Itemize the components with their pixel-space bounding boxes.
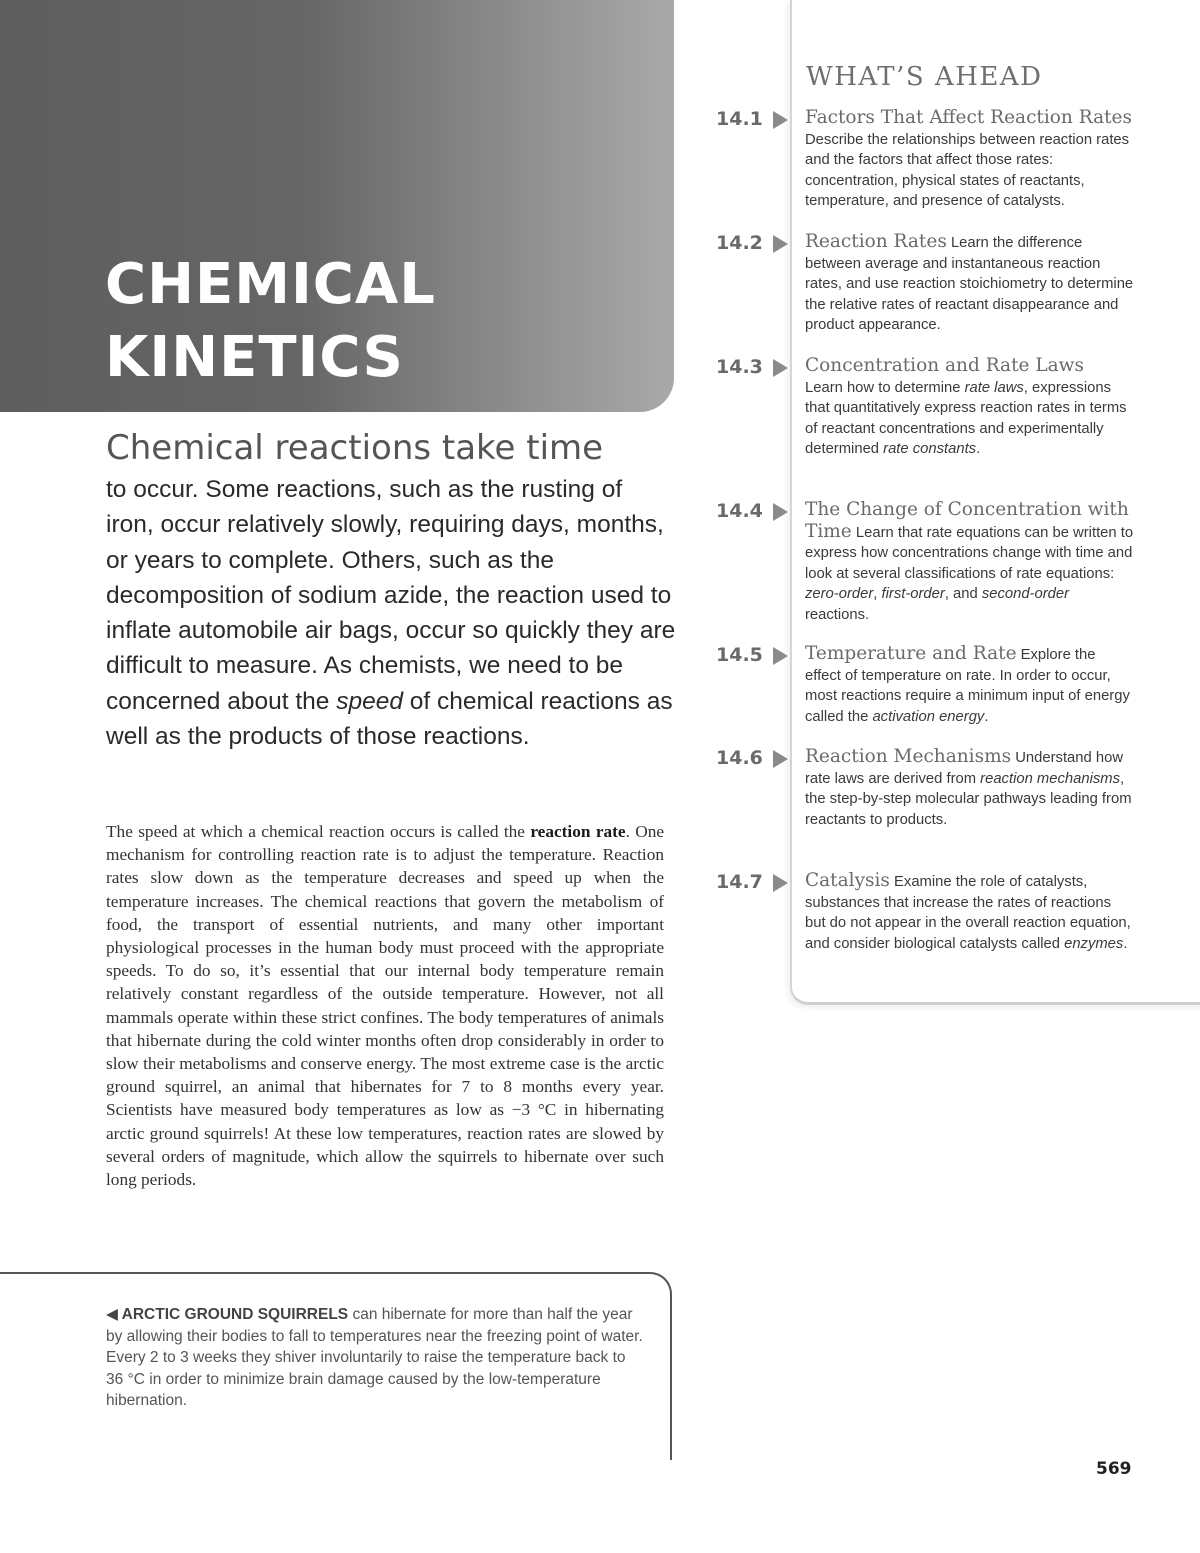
section-description bbox=[805, 871, 1135, 954]
chapter-banner bbox=[0, 0, 674, 412]
caption-text: can hibernate for more than half the year by allowing their bodies to fall to temperatures near the freezing point of water. Every 2 to 3 weeks they shiver involuntarily to raise the temperature back to 36 °C in order to minimize brain damage caused by the low-temperature hibernation. bbox=[106, 1306, 643, 1410]
section-number: 14.4 bbox=[716, 500, 763, 522]
page-number: 569 bbox=[1096, 1459, 1132, 1479]
section-text: , expressions that quantitatively express reaction rates in terms of reactant concentrations and experimentally determined bbox=[805, 379, 1127, 458]
section-text: Understand how rate laws are derived from bbox=[805, 750, 1124, 787]
section-text: , and bbox=[944, 586, 982, 603]
section-term: enzymes bbox=[1064, 935, 1124, 952]
section-term: activation energy bbox=[872, 708, 985, 725]
section-number: 14.7 bbox=[716, 871, 763, 893]
intro-lead-text: to occur. Some reactions, such as the rusting of iron, occur relatively slowly, requiring days, months, or years to complete. Others, such as the decomposition of sodium azide, the reaction used to inflate automobile air bags, occur so quickly they are difficult to measure. As chemists, we need to be concerned about the bbox=[106, 476, 676, 715]
triangle-right-icon bbox=[773, 359, 788, 377]
section-text: Learn how to determine bbox=[805, 379, 965, 396]
section-number: 14.1 bbox=[716, 108, 763, 130]
section-term: rate constants bbox=[883, 441, 977, 458]
section-term: reaction mechanisms bbox=[980, 770, 1120, 787]
chapter-title bbox=[105, 248, 436, 394]
section-title: Concentration and Rate Laws bbox=[805, 355, 1084, 376]
triangle-right-icon bbox=[773, 111, 788, 129]
section-description bbox=[805, 747, 1135, 830]
chapter-title-line2: KINETICS bbox=[105, 325, 404, 390]
section-description bbox=[805, 232, 1135, 336]
section-text: reactions. bbox=[805, 606, 870, 623]
body-text-start: The speed at which a chemical reaction occurs is called the bbox=[106, 822, 531, 841]
section-text: Learn that rate equations can be written to express how concentrations change with time and look at several classifications of rate equations: bbox=[805, 524, 1134, 582]
chapter-title-line1: CHEMICAL bbox=[105, 252, 436, 317]
section-term: second-order bbox=[981, 586, 1070, 603]
intro-lead-end: of chemical reactions as well as the products of those reactions. bbox=[106, 687, 673, 751]
section-number: 14.5 bbox=[716, 644, 763, 666]
section-text: , bbox=[873, 586, 882, 603]
photo-caption bbox=[106, 1304, 646, 1412]
section-description bbox=[805, 356, 1135, 460]
section-number: 14.6 bbox=[716, 747, 763, 769]
section-text: Explore the effect of temperature on rate. In order to occur, most reactions require a minimum input of energy called the bbox=[805, 647, 1130, 725]
body-paragraph bbox=[106, 820, 664, 1191]
section-text: , the step-by-step molecular pathways leading from reactants to products. bbox=[805, 770, 1132, 828]
section-title: Factors That Affect Reaction Rates bbox=[805, 107, 1132, 128]
body-term-reaction-rate: reaction rate bbox=[530, 822, 626, 841]
section-text: . bbox=[976, 441, 981, 458]
intro-lead-heading: Chemical reactions take time bbox=[106, 428, 604, 468]
section-title: Reaction Rates bbox=[805, 231, 947, 252]
section-description bbox=[805, 500, 1135, 626]
section-title: Temperature and Rate bbox=[805, 643, 1017, 664]
section-term: zero-order bbox=[805, 586, 874, 603]
section-title: The Change of Concentration with Time bbox=[805, 499, 1129, 542]
triangle-right-icon bbox=[773, 750, 788, 768]
section-text: Describe the relationships between reaction rates and the factors that affect those rates: concentration, physical states of reactants, temperature, and presence of catalysts. bbox=[805, 131, 1130, 210]
section-term: first-order bbox=[881, 586, 945, 603]
section-description bbox=[805, 108, 1135, 212]
section-title: Catalysis bbox=[805, 870, 890, 891]
section-number: 14.2 bbox=[716, 232, 763, 254]
triangle-right-icon bbox=[773, 647, 788, 665]
section-text: . bbox=[984, 708, 989, 725]
section-term: rate laws bbox=[964, 379, 1024, 396]
section-text: . bbox=[1123, 935, 1128, 952]
section-text: Learn the difference between average and instantaneous reaction rates, and use reaction stoichiometry to determine the relative rates of reactant disappearance and product appearance. bbox=[805, 235, 1134, 334]
section-description bbox=[805, 644, 1135, 727]
intro-lead-emphasis: speed bbox=[336, 687, 403, 715]
section-number: 14.3 bbox=[716, 356, 763, 378]
intro-lead-paragraph bbox=[106, 472, 676, 754]
section-text: Examine the role of catalysts, substances that increase the rates of reactions but do not appear in the overall reaction equation, and consider biological catalysts called bbox=[805, 874, 1131, 952]
whats-ahead-title: WHAT’S AHEAD bbox=[806, 62, 1043, 92]
caption-label: ◀ ARCTIC GROUND SQUIRRELS bbox=[106, 1306, 349, 1323]
section-title: Reaction Mechanisms bbox=[805, 746, 1012, 767]
triangle-right-icon bbox=[773, 503, 788, 521]
triangle-right-icon bbox=[773, 874, 788, 892]
triangle-right-icon bbox=[773, 235, 788, 253]
body-text-rest: . One mechanism for controlling reaction rate is to adjust the temperature. Reaction rates slow down as the temperature decreases and speed up when the temperature increases. The chemical reactions that govern the metabolism of food, the transport of essential nutrients, and many other important physiological processes in the human body must proceed with the appropriate speeds. To do so, it’s essential that our internal body temperature remain relatively constant regardless of the outside temperature. However, not all mammals operate within these strict confines. The body temperatures of animals that hibernate during the cold winter months often drop considerably in order to slow their metabolisms and conserve energy. The most extreme case is the arctic ground squirrel, an animal that hibernates for 7 to 8 months every year. Scientists have measured body temperatures as low as −3 °C in hibernating arctic ground squirrels! At these low temperatures, reaction rates are slowed by several orders of magnitude, which allow the squirrels to hibernate over such long periods. bbox=[106, 822, 665, 1190]
